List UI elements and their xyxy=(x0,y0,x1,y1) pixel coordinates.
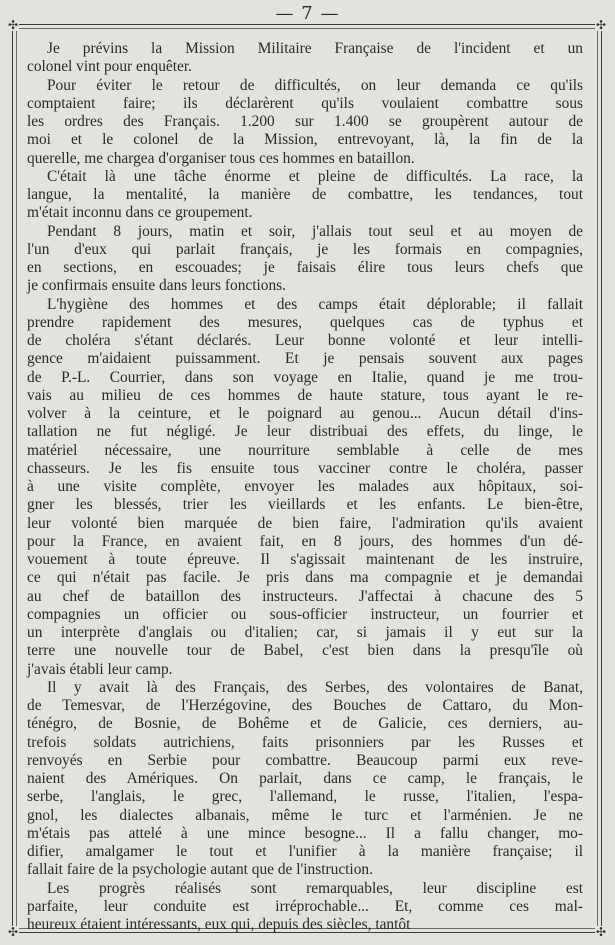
text-line: vouement à toute épreuve. Il s'agissait maintenant de les instruire, xyxy=(27,551,583,568)
text-line: compagnies un officier ou sous-officier instructeur, un fourrier et xyxy=(27,605,583,623)
text-line: en sections, en escouades; je faisais élire tous leurs chefs que xyxy=(27,259,583,276)
text-line: parfaite, leur conduite est irréprochable... Et, comme ces mal- xyxy=(27,897,583,915)
text-line: de P.-L. Courrier, dans son voyage en Italie, quand je me trou- xyxy=(27,368,583,386)
page-number: — 7 — xyxy=(275,3,340,24)
text-line: querelle, me chargea d'organiser tous ces hommes en bataillon. xyxy=(27,149,415,167)
text-line: fallait faire de la psychologie autant que de l'instruction. xyxy=(27,861,373,879)
text-line: terre une nouvelle tour de Babel, c'est bien dans la presqu'île où xyxy=(27,642,583,660)
text-line: les ordres des Français. 1.200 sur 1.400 se groupèrent autour de xyxy=(27,113,583,130)
text-line: à une visite complète, envoyer les malades aux hôpitaux, soi- xyxy=(27,478,583,495)
text-line: pour la France, en avaient fait, en 8 jours, des hommes d'un dé- xyxy=(27,532,583,550)
text-line: Pour éviter le retour de difficultés, on leur demanda ce qu'ils xyxy=(47,76,583,94)
text-line: trefois soldats autrichiens, faits prisonniers par les Russes et xyxy=(27,733,583,751)
text-line: j'avais établi leur camp. xyxy=(27,660,173,678)
text-line: heureux étaient intéressants, eux qui, depuis des siècles, tantôt xyxy=(27,916,411,933)
text-line: vais au milieu de ces hommes de haute stature, tous ayant le re- xyxy=(27,386,583,404)
paragraph xyxy=(27,679,583,880)
corner-ornament-icon: ✣ xyxy=(595,18,607,32)
text-line: volver à la ceinture, et le poignard au genou... Aucun détail d'ins- xyxy=(27,405,583,422)
text-line: tallation ne fut négligé. Je leur distribuai des effets, du linge, le xyxy=(27,423,583,441)
text-line: gence m'aidaient puissamment. Et je pensais souvent aux pages xyxy=(27,350,583,368)
text-line: renvoyés en Serbie pour combattre. Beaucoup parmi eux reve- xyxy=(27,751,583,769)
paragraph xyxy=(27,223,583,296)
text-line: l'un d'eux qui parlait français, je les formais en compagnies, xyxy=(27,240,583,258)
text-line: au chef de bataillon des instructeurs. J'affectai à chacune des 5 xyxy=(27,587,583,605)
text-line: colonel vint pour enquêter. xyxy=(27,58,192,76)
text-line: matériel nécessaire, une nourriture semblable à celle de mes xyxy=(27,441,583,459)
text-line: L'hygiène des hommes et des camps était déplorable; il fallait xyxy=(47,295,583,313)
text-line: chasseurs. Je les fis ensuite tous vacciner contre le choléra, passer xyxy=(27,459,583,477)
body-text xyxy=(27,40,583,934)
text-line: m'étais pas attelé à une mince besogne... Il a fallu changer, mo- xyxy=(27,824,583,842)
text-line: comptaient faire; ils déclarèrent qu'ils voulaient combattre sous xyxy=(27,94,583,112)
text-line: Je prévins la Mission Militaire Française de l'incident et un xyxy=(47,40,583,57)
text-line: prendre rapidement des mesures, quelques cas de typhus et xyxy=(27,313,583,331)
text-line: ténégro, de Bosnie, de Bohême et de Galicie, ces derniers, au- xyxy=(27,715,583,733)
paragraph xyxy=(27,40,583,77)
text-line: C'était là une tâche énorme et pleine de difficultés. La race, la xyxy=(47,167,583,185)
corner-ornament-icon: ✣ xyxy=(595,925,607,939)
text-line: ce qui n'était pas facile. Je pris dans ma compagnie et je demandai xyxy=(27,569,583,587)
text-line: leur volonté bien marquée de bien faire, l'admiration qu'ils avaient xyxy=(27,514,583,532)
text-line: de Temesvar, de l'Herzégovine, des Bouches de Cattaro, du Mon- xyxy=(27,697,583,714)
paragraph xyxy=(27,296,583,679)
text-line: Il y avait là des Français, des Serbes, des volontaires de Banat, xyxy=(47,678,583,696)
text-line: je confirmais ensuite dans leurs fonctions. xyxy=(27,277,287,295)
text-line: naient des Amériques. On parlait, dans ce camp, le français, le xyxy=(27,770,583,787)
paragraph xyxy=(27,77,583,168)
text-line: gnol, les dialectes albanais, même le turc et l'arménien. Je ne xyxy=(27,806,583,824)
text-line: gner les blessés, trier les vieillards et les enfants. Le bien-être, xyxy=(27,496,583,514)
text-line: difier, amalgamer le tout et l'unifier à la manière française; il xyxy=(27,843,583,860)
text-line: Pendant 8 jours, matin et soir, j'allais tout seul et au moyen de xyxy=(47,222,583,240)
text-line: serbe, l'anglais, le grec, l'allemand, le russe, l'italien, l'espa- xyxy=(27,788,583,806)
text-line: m'était inconnu dans ce groupement. xyxy=(27,204,253,222)
paragraph xyxy=(27,168,583,223)
corner-ornament-icon: ✣ xyxy=(7,18,19,32)
corner-ornament-icon: ✣ xyxy=(7,925,19,939)
text-line: langue, la mentalité, la manière de combattre, les tendances, tout xyxy=(27,186,583,203)
text-line: un interprète d'anglais ou d'italien; car, si jamais il y eut sur la xyxy=(27,624,583,641)
text-line: Les progrès réalisés sont remarquables, leur discipline est xyxy=(47,879,583,897)
text-line: de choléra s'étant déclarés. Leur bonne volonté et leur intelli- xyxy=(27,332,583,349)
paragraph xyxy=(27,880,583,935)
text-line: moi et le colonel de la Mission, entrevoyant, là, la fin de la xyxy=(27,131,583,149)
